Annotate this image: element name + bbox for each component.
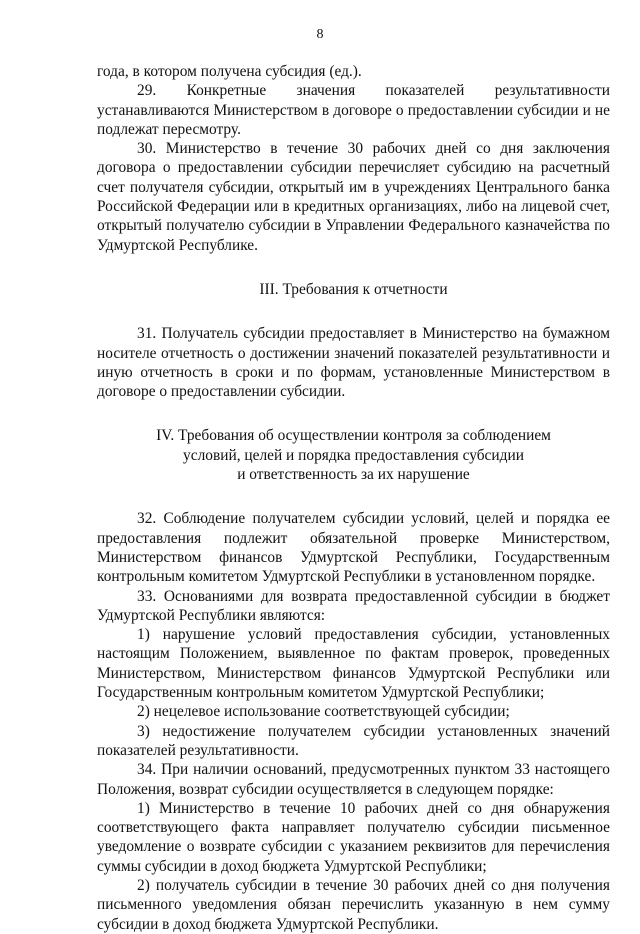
paragraph-31: 31. Получатель субсидии предоставляет в Министерство на бумажном носителе отчетность о достижении значений показателей результативности и иную отчетность в сроки и по формам, установленные Министерством в договоре о предоставлении субсидии.: [97, 325, 610, 401]
paragraph-32: 32. Соблюдение получателем субсидии условий, целей и порядка ее предоставления подлежит обязательной проверке Министерством, Министерством финансов Удмуртской Республики, Государственным контрольным комитетом Удмуртской Республики в установленном порядке.: [97, 510, 610, 586]
section-4-title-line-2: условий, целей и порядка предоставления субсидии: [183, 446, 524, 464]
paragraph-continuation: года, в котором получена субсидия (ед.).: [97, 63, 362, 80]
document-body: [97, 62, 610, 934]
paragraph-33-item-1: 1) нарушение условий предоставления субсидии, установленных настоящим Положением, выявленное по фактам проверок, проведенных Министерством, Министерством финансов Удмуртской Республики или Государственным контрольным комитетом Удмуртской Республики;: [97, 626, 610, 702]
section-4-title-line-3: и ответственность за их нарушение: [237, 466, 470, 484]
section-4-title-line-1: IV. Требования об осуществлении контроля за соблюдением: [156, 427, 551, 445]
paragraph-29: 29. Конкретные значения показателей результативности устанавливаются Министерством в договоре о предоставлении субсидии и не подлежат пересмотру.: [97, 82, 610, 138]
section-3-title: III. Требования к отчетности: [259, 280, 448, 298]
paragraph-33-item-3: 3) недостижение получателем субсидии установленных значений показателей результативности.: [97, 722, 610, 759]
section-4-title: [97, 426, 610, 484]
paragraph-34-item-2: 2) получатель субсидии в течение 30 рабочих дней со дня получения письменного уведомления обязан перечислить указанную в нем сумму субсидии в доход бюджета Удмуртской Республики.: [97, 876, 610, 933]
paragraph-30: 30. Министерство в течение 30 рабочих дней со дня заключения договора о предоставлении субсидии перечисляет субсидию на расчетный счет получателя субсидии, открытый им в учреждениях Центрального банка Российской Федерации или в кредитных организациях, либо на лицевой счет, открытый получателю субсидии в Управлении Федерального казначейства по Удмуртской Республике.: [97, 140, 610, 254]
paragraph-34: 34. При наличии оснований, предусмотренных пунктом 33 настоящего Положения, возврат субсидии осуществляется в следующем порядке:: [97, 761, 610, 798]
paragraph-34-item-1: 1) Министерство в течение 10 рабочих дней со дня обнаружения соответствующего факта направляет получателю субсидии письменное уведомление о возврате субсидии с указанием реквизитов для перечисления суммы субсидии в доход бюджета Удмуртской Республики;: [97, 799, 610, 875]
paragraph-33: 33. Основаниями для возврата предоставленной субсидии в бюджет Удмуртской Республики являются:: [97, 587, 610, 624]
paragraph-33-item-2: 2) нецелевое использование соответствующей субсидии;: [137, 703, 510, 721]
page-number: 8: [316, 27, 324, 42]
